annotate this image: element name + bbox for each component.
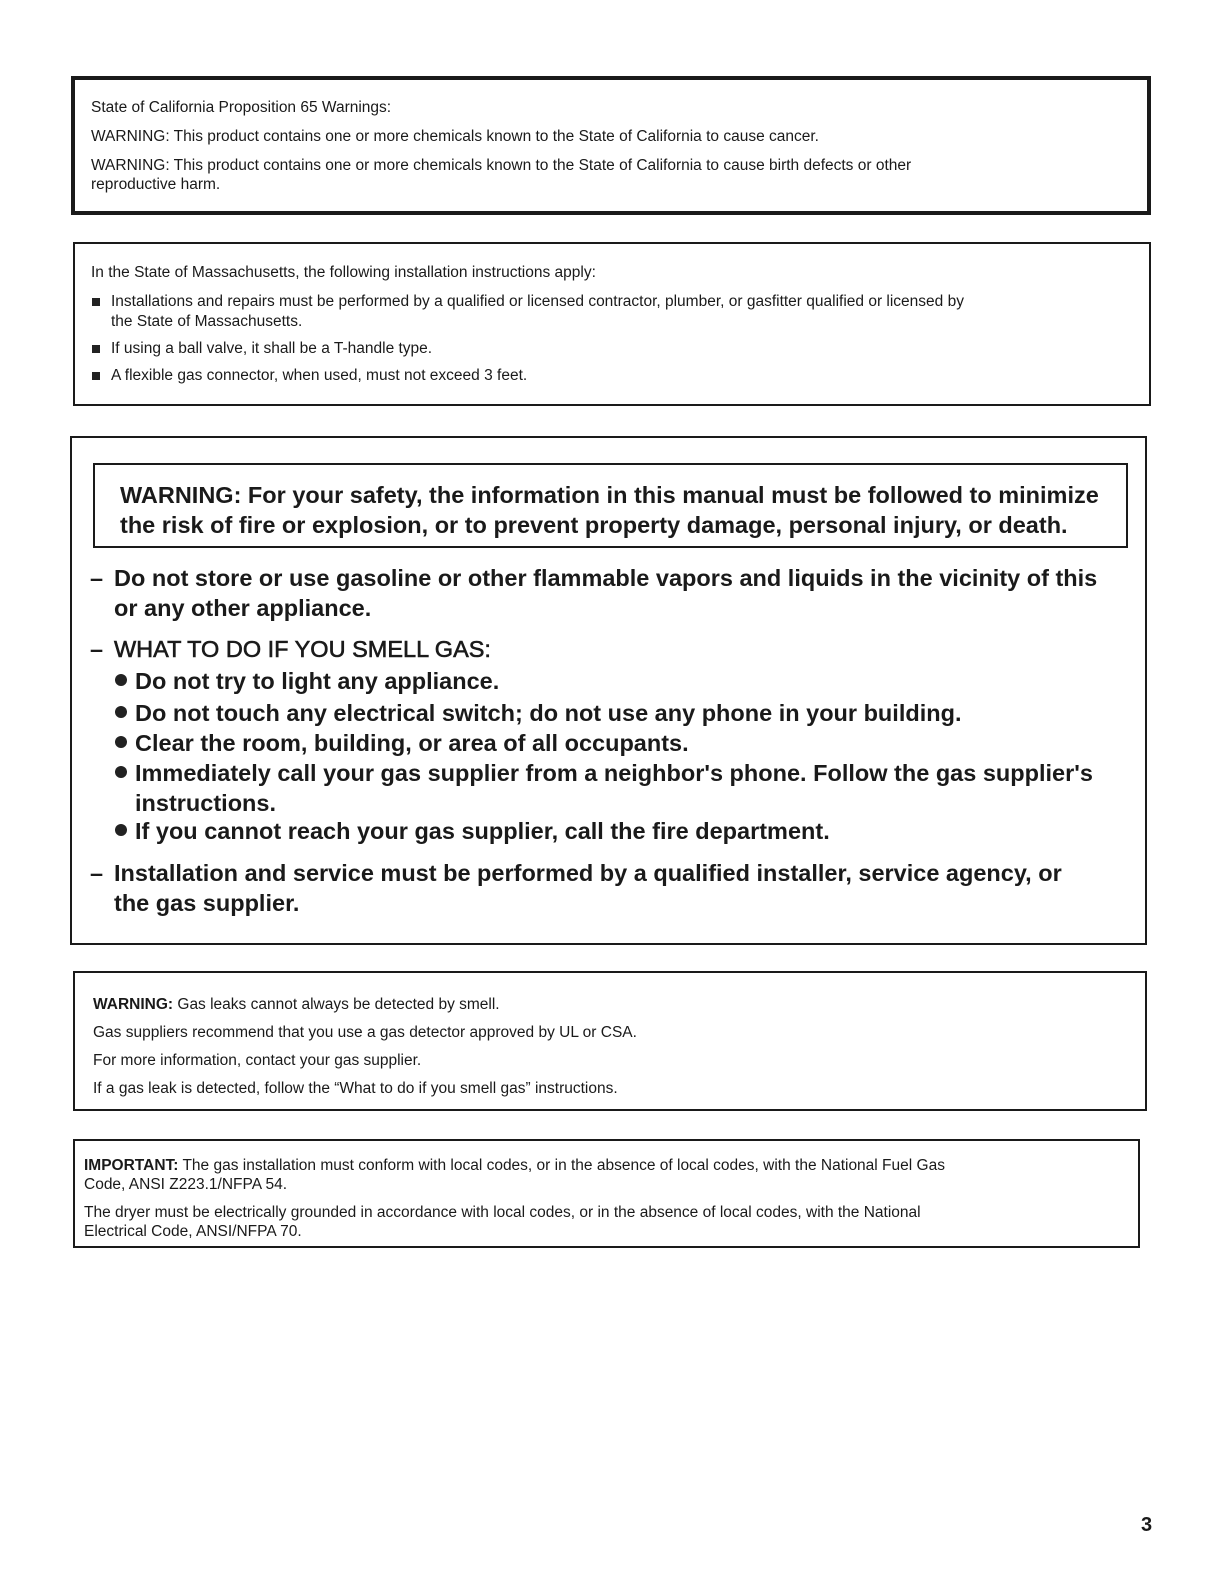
safety-warning-header-line2: the risk of fire or explosion, or to prevent property damage, personal injury, or death.	[120, 512, 1068, 538]
massachusetts-box	[73, 242, 1151, 406]
gas-step	[115, 698, 961, 728]
dash-icon: –	[90, 860, 104, 886]
important-paragraph-gas	[84, 1156, 1138, 1194]
square-bullet-icon	[92, 345, 100, 353]
safety-item-text-cont: or any other appliance.	[114, 595, 372, 621]
safety-item-no-gasoline	[90, 563, 1097, 623]
warning-label: WARNING:	[93, 996, 174, 1013]
list-item-text-cont: the State of Massachusetts.	[111, 313, 303, 330]
list-item-text: If using a ball valve, it shall be a T-handle type.	[111, 340, 433, 357]
gas-leak-line3: For more information, contact your gas supplier.	[93, 1052, 422, 1069]
list-item-text: Installations and repairs must be performed by a qualified or licensed contractor, plumber, or gasfitter qualified or licensed by	[111, 293, 964, 310]
safety-item-installation	[90, 858, 1062, 918]
safety-warning-box	[70, 436, 1147, 945]
dash-icon: –	[90, 636, 104, 662]
gas-step-text: Immediately call your gas supplier from a neighbor's phone. Follow the gas supplier's	[135, 760, 1093, 786]
safety-item-text: Do not store or use gasoline or other flammable vapors and liquids in the vicinity of this	[114, 565, 1098, 591]
gas-step-text: Clear the room, building, or area of all occupants.	[135, 730, 689, 756]
bullet-dot-icon	[115, 824, 127, 836]
gas-leak-line1	[93, 995, 1145, 1014]
bullet-dot-icon	[115, 674, 127, 686]
safety-item-text: Installation and service must be performed by a qualified installer, service agency, or	[114, 860, 1062, 886]
list-item	[91, 292, 1149, 332]
gas-step-text: If you cannot reach your gas supplier, call the fire department.	[135, 818, 830, 844]
safety-item-text-cont: the gas supplier.	[114, 890, 300, 916]
square-bullet-icon	[92, 298, 100, 306]
prop65-warning-birth-defects-cont: reproductive harm.	[91, 176, 221, 193]
safety-item-smell-gas	[90, 634, 491, 664]
important-electrical-text-cont: Electrical Code, ANSI/NFPA 70.	[84, 1223, 302, 1240]
gas-leak-warning-box	[73, 971, 1147, 1111]
massachusetts-intro: In the State of Massachusetts, the following installation instructions apply:	[91, 264, 596, 281]
important-text-cont: Code, ANSI Z223.1/NFPA 54.	[84, 1176, 288, 1193]
gas-leak-text: Gas leaks cannot always be detected by smell.	[173, 996, 500, 1013]
gas-step	[115, 816, 830, 846]
prop65-warning-cancer: WARNING: This product contains one or more chemicals known to the State of California to cause cancer.	[91, 128, 819, 145]
gas-step-text-cont: instructions.	[135, 790, 277, 816]
page-number: 3	[1141, 1514, 1153, 1536]
gas-leak-line4: If a gas leak is detected, follow the “What to do if you smell gas” instructions.	[93, 1080, 618, 1097]
prop65-heading: State of California Proposition 65 Warnings:	[91, 99, 392, 116]
bullet-dot-icon	[115, 706, 127, 718]
important-paragraph-electrical	[84, 1203, 1138, 1241]
square-bullet-icon	[92, 372, 100, 380]
bullet-dot-icon	[115, 766, 127, 778]
bullet-dot-icon	[115, 736, 127, 748]
gas-step	[115, 666, 499, 696]
important-box	[73, 1139, 1140, 1248]
list-item-text: A flexible gas connector, when used, must not exceed 3 feet.	[111, 367, 528, 384]
important-label: IMPORTANT:	[84, 1157, 179, 1174]
gas-step	[115, 728, 689, 758]
important-electrical-text: The dryer must be electrically grounded in accordance with local codes, or in the absence of local codes, with the National	[84, 1204, 921, 1221]
gas-step-text: Do not touch any electrical switch; do not use any phone in your building.	[135, 700, 962, 726]
gas-step	[115, 758, 1093, 818]
safety-warning-header-line1: WARNING: For your safety, the information in this manual must be followed to minimize	[120, 482, 1099, 508]
gas-leak-line2: Gas suppliers recommend that you use a gas detector approved by UL or CSA.	[93, 1024, 637, 1041]
safety-item-text: WHAT TO DO IF YOU SMELL GAS:	[114, 636, 491, 662]
important-text: The gas installation must conform with local codes, or in the absence of local codes, with the National Fuel Gas	[178, 1157, 945, 1174]
list-item	[91, 366, 1149, 386]
gas-step-text: Do not try to light any appliance.	[135, 668, 500, 694]
prop65-warning-box	[71, 76, 1151, 215]
safety-warning-header	[93, 463, 1128, 548]
list-item	[91, 339, 1149, 359]
dash-icon: –	[90, 565, 104, 591]
prop65-warning-birth-defects: WARNING: This product contains one or more chemicals known to the State of California to cause birth defects or other	[91, 157, 912, 174]
